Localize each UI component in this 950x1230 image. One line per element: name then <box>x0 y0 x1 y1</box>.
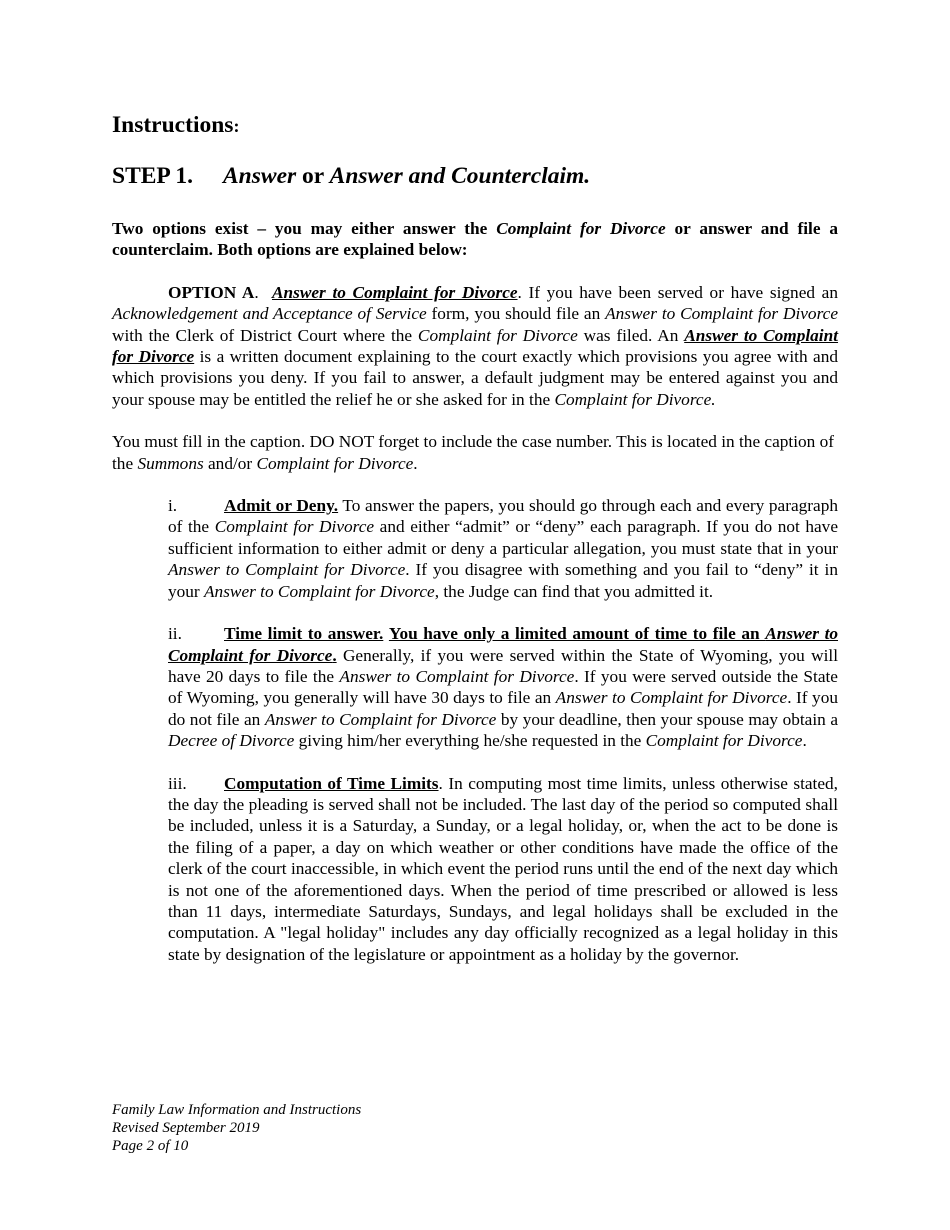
page-number: Page 2 of 10 <box>112 1138 189 1155</box>
page-title: Instructions: <box>112 112 240 138</box>
instruction-list <box>168 495 838 965</box>
option-a-title: Answer to Complaint for Divorce <box>272 282 518 302</box>
step-heading: STEP 1. Answer or Answer and Counterclaim. <box>112 163 591 189</box>
footer-title: Family Law Information and Instructions <box>112 1102 362 1118</box>
list-marker: ii. <box>168 624 182 644</box>
page-footer <box>112 1101 361 1156</box>
lead-paragraph: Two options exist – you may either answer the Complaint for Divorce or answer and file a counterclaim. Both options are explained below: <box>112 219 838 260</box>
list-item-computation: iii. Computation of Time Limits. In computing most time limits, unless otherwise stated, the day the pleading is served shall not be included. The last day of the period so computed shall be included, unless it is a Saturday, a Sunday, or a legal holiday, or, when the act to be done is the filing of a paper, a day on which weather or other conditions have made the office of the clerk of the court inaccessible, in which event the period runs until the end of the next day which is not one of the aforementioned days. When the period of time prescribed or allowed is less than 11 days, intermediate Saturdays, Sundays, and legal holidays shall be excluded in the computation. A "legal holiday" includes any day officially recognized as a legal holiday in this state by designation of the legislature or appointment as a holiday by the governor. <box>168 773 838 964</box>
list-item-time-limit: ii. Time limit to answer. You have only a limited amount of time to file an Answer to Complaint for Divorce. Generally, if you were served within the State of Wyoming, you will have 20 days to file the Answer to Complaint for Divorce. If you were served outside the State of Wyoming, you generally will have 30 days to file an Answer to Complaint for Divorce. If you do not file an Answer to Complaint for Divorce by your deadline, then your spouse may obtain a Decree of Divorce giving him/her everything he/she requested in the Complaint for Divorce. <box>168 624 839 751</box>
step-number: STEP 1. <box>112 163 193 189</box>
option-a-label: OPTION A <box>168 282 255 302</box>
list-marker: iii. <box>168 773 187 793</box>
list-marker: i. <box>168 496 178 516</box>
footer-revised: Revised September 2019 <box>112 1120 260 1137</box>
option-a-paragraph: OPTION A. Answer to Complaint for Divorce. If you have been served or have signed an Acknowledgement and Acceptance of Service form, you should file an Answer to Complaint for Divorce with the Clerk of District Court where the Complaint for Divorce was filed. An Answer to Complaint for Divorce is a written document explaining to the court exactly which provisions you agree with and which provisions you deny. If you fail to answer, a default judgment may be entered against you and your spouse may be entitled the relief he or she asked for in the Complaint for Divorce. <box>112 282 839 409</box>
list-item-admit-deny: i. Admit or Deny. To answer the papers, you should go through each and every paragraph of the Complaint for Divorce and either “admit” or “deny” each paragraph. If you do not have sufficient information to either admit or deny a particular allegation, you must state that in your Answer to Complaint for Divorce. If you disagree with something and you fail to “deny” it in your Answer to Complaint for Divorce, the Judge can find that you admitted it. <box>168 496 838 601</box>
document-page <box>112 110 838 986</box>
caption-paragraph: You must fill in the caption. DO NOT forget to include the case number. This is located in the caption of the Summons and/or Complaint for Divorce. <box>112 432 835 473</box>
